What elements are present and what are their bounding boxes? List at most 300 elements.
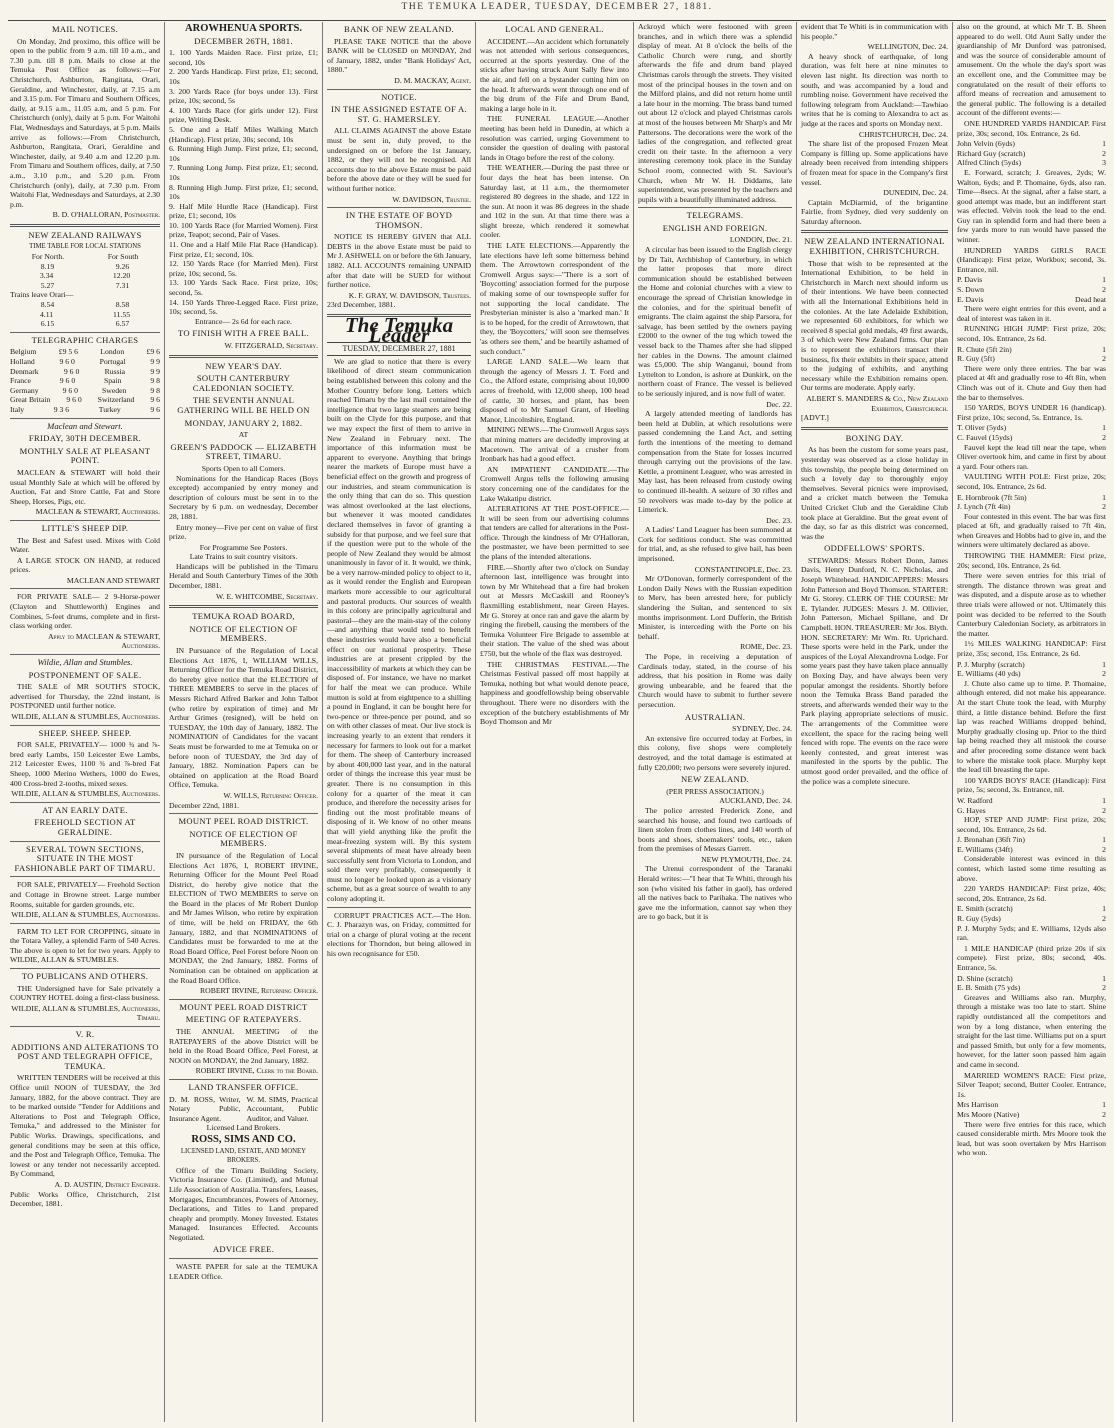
rail-time: 3.34 [39, 271, 54, 281]
boyd-estate-heading: IN THE ESTATE OF BOYD THOMSON. [345, 210, 453, 230]
gathering-date: MONDAY, JANUARY 2, 1882. [184, 417, 303, 428]
result-name: E. Williams (40 yds) [957, 669, 1021, 679]
programme-note: For Programme See Posters. [199, 542, 288, 552]
gathering-heading: THE SEVENTH ANNUAL GATHERING WILL BE HELD ON [177, 395, 310, 415]
telegram-body: Captain McDiarmid, of the brigantine Fairlie, from Sydney, died very suddenly on Saturday afternoon. [801, 197, 948, 226]
bank-signature: D. M. MACKAY, Agent. [394, 75, 471, 85]
event-note: Greaves and Williams also ran. Murphy, through a mistake was too late to start. Shine rapidly outdistanced all the competitors and won by a long distance, when entering the straight for the last time. Williams put on a spurt and passed Smith, but only for a few moments, however, for the latter soon passed him again and came in second. [957, 992, 1107, 1069]
telegram-body: Mr O'Donovan, formerly correspondent of the London Daily News with the Russian expedition to Merv, has been arrested here, for publicly slandering the Sultan, and sentenced to six months imprisonment. Lord Dufferin, the British Minister, is interceding with the Porte on his behalf. [638, 574, 792, 641]
tel-country: Turkey [98, 404, 121, 414]
result-place: 1 [1102, 973, 1106, 983]
rail-time: 5.27 [40, 280, 55, 290]
telegraph-row [10, 386, 160, 396]
result-place: 1 [1102, 1100, 1106, 1110]
local-general-heading: LOCAL AND GENERAL. [505, 24, 604, 34]
tel-country: Sweden [102, 385, 127, 395]
tel-charge: 9 8 [150, 385, 160, 395]
telegraph-table [10, 347, 160, 414]
sports-date: DECEMBER 26TH, 1881. [194, 35, 293, 46]
divider [169, 1258, 318, 1259]
sports-event: 12. 150 Yards Race (for Married Men). First prize, 10s; second, 5s. [169, 259, 318, 278]
result-row [957, 660, 1106, 670]
private-sale-apply: Apply to MACLEAN & STEWART, Auctioneers. [48, 631, 160, 651]
event-heading: MARRIED WOMEN'S RACE: First prize, Silver Teapot; second, Butter Cooler. Entrance, 1s. [957, 1070, 1106, 1099]
running-head-text: THE TEMUKA LEADER, TUESDAY, DECEMBER 27, 1881. [401, 2, 713, 12]
telegraph-row [10, 376, 160, 386]
result-name: E. Williams (34ft) [957, 844, 1013, 854]
divider [638, 207, 792, 208]
tel-charge: 9 9 [150, 357, 160, 366]
result-row [957, 433, 1106, 443]
caledonian-heading: SOUTH CANTERBURY CALEDONIAN SOCIETY. [192, 373, 295, 393]
rail-time: 8.54 [40, 300, 55, 310]
tel-country: France [10, 376, 31, 386]
result-place: 2 [1102, 148, 1106, 158]
dateline: TUESDAY, DECEMBER 27, 1881 [327, 342, 471, 356]
tel-country: Portugal [99, 357, 126, 366]
tel-charge: 9 3 6 [53, 404, 70, 414]
result-place: 2 [1102, 502, 1106, 512]
telegram-body: A largely attended meeting of landlords has been held at Dublin, at which resolutions were passed condemning the Land Act, and setting forth the intentions of the meeting to demand compensation from the State for losses incurred through carrying out the provisions of the law. Kettle, a prominent Leaguer, who was arrested in May last, has been released from custody owing to continued ill-health. A seizure of 30 rifles and 50 revolvers was made to-day by the police at Limerick. [638, 409, 792, 515]
ross-sims-body: Office of the Timaru Building Society, Victoria Insurance Co. (Limited), and Mutual Life Association of Australia. Transfers, Leases, Mortgages, Encumbrances, Powers of Attorney, Declarations, and Titles to Land prepared cheaply and promptly. Money Invested. Estates Managed. Insurances Effected. Accounts Negotiated. [169, 1165, 318, 1242]
town-sections-heading: SEVERAL TOWN SECTIONS, SITUATE IN THE MOST FASHIONABLE PART OF TIMARU. [14, 843, 156, 873]
sports-event: 2. 200 Yards Handicap. First prize, £1; second, 10s [169, 67, 318, 86]
licensed-brokers: Licensed Land Brokers. [206, 1123, 281, 1133]
estate-body: ALL CLAIMS AGAINST the above Estate must be sent in, duly proved, to the undersigned on or before the 1st January, 1882, or they will not be recognised. All accounts due to the above Estate must be paid before the above date or they will be sued for without further notice. [327, 126, 471, 193]
result-place: 1 [1102, 492, 1106, 502]
result-name: Richard Guy (scratch) [957, 148, 1026, 158]
event-note: Four contested in this event. The bar was first placed at 6ft, and gradually raised to 7ft 4in, when Greaves and Hobbs had to give in, and the winners were ultimately declared as above. [957, 511, 1107, 550]
publicans-signature: WILDIE, ALLAN & STUMBLES, Auctioneers, Timaru. [11, 1003, 160, 1023]
new-zealand-heading: NEW ZEALAND. [681, 774, 749, 785]
exhibition-body: Those that wish to be represented at the International Exhibition, to be held in Christchurch in March next should inform us of their intentions. We have been connected with all the International Exhibitions held in the colonies. At the late Adelaide Exhibition, we represented 60 exhibitors, for which we received 8 special gold medals, 49 first awards, 3 of which were New Zealand firms. Our plan is to represent the exhibitors transact their business, fix their exhibits in their space, attend to the judging of exhibits, and anything necessary while the Exhibition remains open. Our terms are moderate. Apply early. [801, 258, 948, 393]
tel-country: Spain [104, 376, 122, 386]
boyd-estate-signature: K. F. GRAY, W. DAVIDSON, Trustees. [348, 290, 471, 300]
ratepayers-heading: MEETING OF RATEPAYERS. [185, 1014, 302, 1025]
divider [10, 332, 160, 333]
news-paragraph: THE LATE ELECTIONS.—Apparently the late elections have left some bitterness behind them. The Arrowtown correspondent of the Cromwell Argus says:—"There is a sort of 'Boycotting' association formed for the purpose of making some of our townspeople suffer for not supporting the local candidate. The Presbyterian minister is also a 'marked man.' It is to be hoped, for the credit of Arrowtown, that they, the 'Boycotters,' will soon see themselves 'as others see them,' and be heartily ashamed of such conduct." [480, 241, 629, 356]
divider [10, 876, 160, 877]
wildie-signature: WILDIE, ALLAN & STUMBLES, Auctioneers. [11, 712, 160, 721]
result-name: D. Shine (scratch) [957, 973, 1013, 983]
result-place: Dead heat [1075, 294, 1106, 304]
tel-country: Great Britain [10, 395, 51, 405]
wildie-heading: Wildie, Allan and Stumbles. [37, 657, 133, 668]
result-name: C. Fauvel (15yds) [957, 432, 1013, 442]
telegraph-row [10, 395, 160, 405]
additions-heading: ADDITIONS AND ALTERATIONS TO POST AND TELEGRAPH OFFICE, TEMUKA. [11, 1041, 159, 1071]
event-heading: 220 YARDS HANDICAP: First prize, 40s; second, 20s. Entrance, 2s 6d. [957, 884, 1106, 903]
result-row [957, 914, 1106, 924]
sports-entrance: Entrance— 2s 6d for each race. [195, 316, 292, 326]
divider [169, 355, 318, 358]
result-row [957, 502, 1106, 512]
result-place: 2 [1102, 354, 1106, 364]
waste-paper: WASTE PAPER for sale at the TEMUKA LEADER Office. [169, 1262, 318, 1281]
result-name: E. Davis [957, 294, 984, 304]
rail-time: 6.57 [115, 319, 130, 329]
sports-event: 13. 100 Yards Sack Race. First prize, 10s; second, 5s. [169, 278, 318, 298]
wildie-signature: WILDIE, ALLAN & STUMBLES, Auctioneers. [11, 789, 160, 799]
result-name: John Velvin (6yds) [957, 139, 1015, 149]
news-paragraph: THE WEATHER.—During the past three or four days the heat has been intense. On Saturday last, at 11 a.m., the thermometer registered 80 degrees in the shade, and 122 in the sun. At noon it was 86 degrees in the shade and 102 in the sun. At that time there was a slight breeze, which rendered it somewhat cooler. [480, 163, 629, 240]
event-note: Fauvel kept the lead till near the tape, when Oliver overtook him, and came in first by about a yard. Four others ran. [957, 442, 1106, 471]
additions-office: Public Works Office, Christchurch, 21st December, 1881. [10, 1189, 160, 1209]
tel-charge: 9 6 0 [62, 385, 78, 395]
rail-time: 7.31 [115, 280, 130, 290]
result-name: Mrs Moore (Native) [957, 1109, 1020, 1119]
monthly-sale-heading: MONTHLY SALE AT PLEASANT POINT. [19, 445, 151, 466]
advice-free: ADVICE FREE. [212, 1244, 275, 1255]
result-row [957, 295, 1106, 305]
publicans-heading: TO PUBLICANS AND OTHERS. [21, 971, 149, 982]
event-note: There were seven entries for this trial of strength. The distance thrown was great and was disputed, and a dispute arose as to whether three trials were allowed or not. Ultimately this point was decided to be referred to the South Canterbury Caledonian Society, as arbitrators in the matter. [957, 571, 1106, 638]
new-year-heading: NEW YEAR'S DAY. [205, 360, 282, 371]
result-place: 2 [1102, 844, 1106, 854]
result-row [957, 275, 1106, 285]
result-name: W. Radford [957, 795, 993, 805]
result-place: 2 [1102, 669, 1106, 679]
divider [10, 418, 160, 419]
column-1 [6, 22, 164, 1422]
result-place: 3 [1102, 158, 1106, 168]
tel-charge: £9 6 [146, 347, 160, 357]
boyd-estate-body: NOTICE IS HEREBY GIVEN that ALL DEBTS in the above Estate must be paid to Mr J. ASHWELL on or before the 6th January, 1882. ALL ACCOUNTS remaining UNPAID after that date will be SUED for without further notice. [327, 232, 471, 290]
rail-row [10, 319, 160, 329]
telegraph-row [10, 405, 160, 415]
news-paragraph: FIRE.—Shortly after two o'clock on Sunday afternoon last, intelligence was brought into town by Mr Whitehead that a fire had broken out at Messrs McCaskill and Rooney's flaxmilling establishment, near Green Hayes. Mr G. Storey at once ran and gave the alarm by ringing the firebell, causing the members of the Temuka Volunteer Fire Brigade to assemble at their station. The value of the shed was about £750, but the whole of the flax was destroyed. [480, 562, 629, 658]
dateline-constantinople: CONSTANTINOPLE, Dec. 23. [694, 564, 792, 574]
bank-heading: BANK OF NEW ZEALAND. [344, 24, 454, 34]
editorial-body: We are glad to notice that there is every likelihood of direct steam communication being established between this colony and the Mother Country before long. Letters which reached Timaru by the last mail contained the intelligence that two large steamers are being built on the Clyde for this purpose, and that we may expect the first of them to arrive in New Zealand in February next. The importance of this information must be apparent to everyone. Anything that brings nearer the markets of Europe must have a beneficial effect on the growth and progress of our industries, and steam communication is the only thing that can do so. This question was almost overlooked at the last elections, but whenever it was mooted candidates declared themselves in favor of granting a subsidy for that purpose, and we feel sure that if the question were put to the whole of the people of New Zealand they would be almost unanimously in favor of it. It would, we think, be a very narrow-minded policy to object to it, as it would render the English and European markets more accessible to our agricultural and pastoral products. Our sources of wealth in this colony are principally agricultural and pastoral—they are the main-stay of the colony—and anything that would tend to benefit these industries would have also a beneficial effect on our national prosperity. These industries are at present crippled by the inaccessibility of markets at which they can be disposed of. For instance, we have no market for half the meat we can produce. While mutton is sold at from eightpence to a shilling a pound in England, it can be bought here for two-pence or three-pence per pound, and so on with other classes of meat. Our live stock is increasing yearly to an extent that renders it necessary for farmers to look out for a market for them. The sheep of Canterbury increased by about 400,000 last year, and in the natural order of things the increase this year must be greater. There is no consumption in this colony for a quarter of the meat it can produce, and therefore the necessity arises for finding out the most profitable means of disposing of it. We know of no other means that will yield anything like the profit the meat-freezing system will. By this system several shipments of meat have already been successfully sent from Victoria to London, and sold there very profitably, consequently it must no longer be looked upon as a visionary scheme, but as a great source of wealth to any colony adopting it. [327, 356, 471, 904]
tel-country: Germany [10, 385, 39, 395]
result-name: E. Smith (scratch) [957, 904, 1013, 914]
tel-country: London [100, 347, 125, 357]
ratepayers-signature: ROBERT IRVINE, Clerk to the Board. [195, 1066, 318, 1076]
mount-peel-heading: MOUNT PEEL ROAD DISTRICT. [178, 816, 309, 827]
road-board-heading: TEMUKA ROAD BOARD, [192, 611, 295, 622]
oddfellows-body: STEWARDS: Messrs Robert Donn, James Davis, Henry Dunford, N. C. Nicholas, and Joseph Whitehead. HANDICAPPERS: Messrs John Patterson and Boyd Thomson. STARTER: Mr G. Storey. CLERK OF THE COURSE: Mr E. Tylander. JUDGES: Messrs J. M. Ollivier, John Patterson, Michael Spillane, and Dr Campbell. HON. TREASURER: Mr Jos. Blyth. HON. SECRETARY: Mr Wm. Rt. Uprichard. These sports were held in the Park, under the auspices of the Loyal Alexandrovna Lodge. For some years past they have taken place annually on Boxing Day, and have always been very popular amongst the residents. Shortly before noon the Temuka Brass Band paraded the streets, and afterwards wended their way to the Park playing appropriate selections of music. The arrangements of the Committee were excellent, the space for the racing being well fenced with rope. The events on the race were keenly contested, and great interest was manifested in the sports by the public. The utmost good order prevailed, and the office of the police was a complete sinecure. [801, 555, 948, 786]
rail-time: 8.58 [115, 300, 130, 310]
news-paragraph: THE FUNERAL LEAGUE.—Another meeting has been held in Dunedin, at which a resolution was carried, urging Government to consider the question of dealing with pastoral lands in Otago before the rest of the colony. [480, 114, 629, 162]
friday-heading: FRIDAY, 30TH DECEMBER. [28, 433, 142, 444]
english-foreign-heading: ENGLISH AND FOREIGN. [662, 222, 768, 233]
result-place: 1 [1102, 344, 1106, 354]
running-head-rule [8, 20, 1106, 21]
sports-signature: W. FITZGERALD, Secretary. [224, 341, 318, 350]
divider [10, 520, 160, 521]
divider [327, 89, 471, 90]
sports-heading: AROWHENUA SPORTS. [185, 23, 302, 34]
festival-continued: Ackroyd which were festooned with green branches, and in which there was a splendid display of meat. At 8 o'clock the bells of the Catholic Church were rung, and shortly afterwards the fife and drum band played Christmas carols through the streets. They visited most of the principal houses in the town and on the Milford plains, and did not return home until a late hour in the morning. The brass band turned out about 12 o'clock and played Christmas carols at most of the houses between Mr Sharp's and Mr Pattersons. The decorations were the work of the ladies of the congregation, and reflected great credit on their taste. In the afternoon a very interesting ceremony took place in the Sunday School room, connected with St. Saviour's Church, when Mr W. H. Diddams, late superintendent, was presented by the teachers and pupils with a beautifully illuminated address. [638, 22, 792, 204]
nominations-body: Nominations for the Handicap Races (Boys excepted) accompanied by entry money and description of colours must be sent in to the Secretary by 6 p.m. on wednesday, December 28, 1881. [169, 473, 318, 521]
telegram-body: The share list of the proposed Frozen Meat Company is filling up. Some applications have already been received from intending shippers of frozen meat for space in the Company's first vessel. [801, 139, 948, 187]
news-paragraph: MINING NEWS.—The Cromwell Argus says that mining matters are decidedly improving at Macetown. The arrival of a crusher from Ironbark has had a good effect. [480, 425, 629, 464]
result-row [957, 835, 1106, 845]
running-head [0, 2, 1114, 16]
tel-country: Holland [10, 357, 35, 366]
telegraph-row [10, 357, 160, 367]
result-name: R. Guy (5ft) [957, 354, 995, 364]
result-row [957, 139, 1106, 149]
event-heading: VAULTING WITH POLE: First prize, 20s; second, 10s. Entrance, 2s 6d. [957, 472, 1106, 491]
tel-country: Italy [10, 404, 25, 414]
ratepayers-body: THE ANNUAL MEETING of the RATEPAYERS of the above District will be held in the Road Board Office, Peel Forest, at NOON on MONDAY, the 2nd January, 1882. [169, 1027, 318, 1065]
dateline-dunedin: DUNEDIN, Dec. 24. [883, 188, 948, 198]
land-transfer-heading: LAND TRANSFER OFFICE. [188, 1081, 299, 1092]
sports-event: 6. Running High Jump. First prize, £1; second, 10s [169, 144, 318, 163]
large-stock-signature: MACLEAN AND STEWART [66, 575, 160, 585]
additions-body: WRITTEN TENDERS will be received at this Office until NOON of TUESDAY, the 3rd January, 1882, for the above contract. They are to be marked outside "Tender for Additions and Alterations to Post and Telegraph Office, Temuka," and addressed to the Minister for Public Works. Drawings, specifications, and general conditions may be seen at this office, and the Post and Telegraph Office, Temuka. The lowest or any tender not necessarily accepted. By Command, [10, 1073, 160, 1179]
column-2 [164, 22, 322, 1422]
divider [169, 605, 318, 608]
dateline-rome: ROME, Dec. 23. [740, 642, 792, 652]
divider [10, 802, 160, 803]
tel-charge: 9 6 0 [59, 376, 76, 386]
result-name: S. Down [957, 285, 984, 295]
maclean-heading: Maclean and Stewart. [47, 420, 123, 431]
rail-south-head: For South [107, 252, 139, 262]
news-paragraph: ACCIDENT.—An accident which fortunately was not attended with serious consequences, occurred at the sports yesterday. One of the sticks after having struck Aunt Sally flew into the air, and fell on a bystander cutting him on the head. It afterwards went through one end of the big drum of the Fife and Drum Band, making a large hole in it. [480, 36, 629, 113]
telegram-body: The Pope, in receiving a deputation of Cardinals today, stated, in the course of his address, that his position in Rome was daily growing unbearable, and he feared that the Church would have to submit to further severe persecution. [638, 652, 792, 709]
tel-country: Switzerland [97, 395, 135, 405]
result-place: 1 [1102, 835, 1106, 845]
divider [327, 907, 471, 908]
result-row [957, 974, 1106, 984]
postponement-heading: POSTPONEMENT OF SALE. [28, 669, 142, 680]
ross-sims-heading: ROSS, SIMS AND CO. [191, 1133, 296, 1145]
maclean-signature: MACLEAN & STEWART, Auctioneers. [35, 507, 160, 517]
australian-heading: AUSTRALIAN. [684, 711, 746, 722]
dateline-dec23: Dec. 23. [766, 515, 792, 525]
wildie-signature: WILDIE, ALLAN & STUMBLES, Auctioneers. [11, 910, 160, 920]
result-row [957, 845, 1106, 855]
divider [10, 841, 160, 842]
result-row [957, 149, 1106, 159]
telegram-body: An extensive fire occurred today at Forbes, in this colony, five shops were completely destroyed, and the total damage is estimated at fully £20,000; two persons were severely injured. [638, 733, 792, 772]
event-heading: HUNDRED YARDS GIRLS RACE (Handicap): First prize, Workbox; second, 3s. Entrance, nil. [957, 245, 1106, 274]
divider [10, 654, 160, 655]
sheep-heading: SHEEP. SHEEP. SHEEP. [38, 727, 132, 738]
mount-peel-heading-2: MOUNT PEEL ROAD DISTRICT [179, 1001, 308, 1012]
divider [10, 588, 160, 589]
dateline-london: LONDON, Dec. 21. [729, 235, 792, 245]
telegraph-row [10, 367, 160, 377]
land-transfer-names [169, 1095, 318, 1124]
free-ball-heading: TO FINISH WITH A FREE BALL. [178, 328, 309, 339]
corrupt-practices: CORRUPT PRACTICES ACT.—The Hon. C. J. Pharazyn was, on Friday, committed for trial on a charge of plural voting at the recent elections for Thorndon, but being allowed in his own recognisance for £50. [327, 910, 471, 959]
railways-subheading: TIME TABLE FOR LOCAL STATIONS [29, 243, 141, 251]
result-name: R. Chute (5ft 2in) [957, 344, 1012, 354]
sports-event: 3. 200 Yards Race (for boys under 13). First prize, 10s; second, 5s [169, 86, 318, 106]
sports-open: Sports Open to all Comers. [201, 463, 286, 473]
result-place: 2 [1102, 914, 1106, 924]
rail-time: 4.11 [39, 309, 54, 319]
result-place: 2 [1102, 432, 1106, 442]
sheep-body: FOR SALE, PRIVATELY— 1000 ¾ and ⅞-bred early Lambs, 150 Leicester Ewe Lambs, 212 Leicester Ewes, 1100 ¾ and ⅞-bred Fat Sheep, 1000 Merino Wethers, 1000 do Ewes, 400 Cross-bred 2-tooths, mixed sexes. [10, 740, 160, 788]
road-board-date: December 22nd, 1881. [169, 800, 240, 810]
result-row [957, 158, 1106, 168]
result-name: Mrs Harrison [957, 1100, 999, 1110]
result-row [957, 493, 1106, 503]
event-heading: HOP, STEP AND JUMP: First prize, 20s; second, 10s. Entrance, 2s 6d. [957, 815, 1106, 834]
rail-orari-label: Trains leave Orari— [10, 290, 74, 300]
rail-row [10, 281, 160, 291]
mail-notices-body: On Monday, 2nd proximo, this office will be open to the public from 9 a.m. till 10 a.m., and 7.30 p.m. till 8 p.m. Mails to close at the Temuka Post Office as follows:—For Christchurch, Ashburton, Rangitata, Orari, Geraldine, and Winchester, daily, at 7.15 a.m and 3.15 p.m. For Timaru and Southern Offices, daily, at 9.15 a.m., 11.05 a.m, and 5 p.m. For Christchurch (only), daily at 5 p.m. For Waitohi Flat, Wednesdays and Saturdays, at 5 p.m. Mails arrive as follows:—From Christchurch, Ashburton, Rangitata, Orari, Geraldine and Winchester, daily, at 9.40 a.m and 12.20 p.m. From Timaru and Southern offices, daily, at 7.50 a.m., 3.10 p.m., and 5.20 p.m. From Christchurch (only), daily, at 7.30 p.m. From Waitohi Flat, Wednesdays and Saturdays, at 2.30 p.m. [10, 36, 160, 209]
telegram-continued: evident that Te Whiti is in communication with his people." [801, 22, 948, 41]
result-note: P. J. Murphy 5yds; and E. Williams, 12yds also ran. [957, 923, 1106, 943]
private-sale-body: FOR PRIVATE SALE— 2 9-Horse-power (Clayton and Shuttleworth) Engines and Combines, 5-feet drums, complete and in first-class working order. [10, 592, 160, 631]
divider [10, 224, 160, 227]
handicaps-note: Handicaps will be published in the Timaru Herald and South Canterbury Times of the 30th December, 1881. [169, 561, 318, 591]
result-place: 2 [1102, 983, 1106, 993]
road-board-body: IN Pursuance of the Regulation of Local Elections Act 1876, I, WILLIAM WILLS, Returning Officer for the Temuka Road District, do hereby give notice that the ELECTION of THREE MEMBERS to serve in the places of Messrs Richard Alfred Barker and John Talbot (who retire by expiration of time) and Mr Arthur Grimes (resigned), will be held on TUESDAY, the 10th day of January, 1882. The NOMINATION of Candidates for the vacant Seats must be forwarded to me at Temuka on or before noon of TUESDAY, the 3rd day of January, 1882. Nomination Papers can be obtained on application at the Road Board Office, Temuka. [169, 646, 318, 790]
column-4 [475, 22, 633, 1422]
sports-event: 4. 100 Yards Race (for girls under 12). First prize, Writing Desk. [169, 105, 318, 125]
news-paragraph: ALTERATIONS AT THE POST-OFFICE.—It will be seen from our advertising columns that tenders are called for alterations in the Post-office. Through the kindness of Mr O'Halloran, the postmaster, we have been permitted to see the plans of the intended alterations. [480, 504, 629, 562]
oddfellows-heading: ODDFELLOWS' SPORTS. [824, 543, 925, 554]
result-row [957, 1110, 1106, 1120]
news-paragraph: LARGE LAND SALE.—We learn that through the agency of Messrs J. T. Ford and Co., the Alford estate, comprising about 10,000 acres of freehold, with 12,000 sheep, 100 head of cattle, 30 horses, and plant, has been disposed of to Mr Samuel Grant, of Heeling Manor, Lincolnshire, England. [480, 357, 629, 424]
bank-body: PLEASE TAKE NOTICE that the above BANK will be CLOSED on MONDAY, 2nd of January, 1882, under "Bank Holidays' Act, 1880." [327, 36, 471, 75]
result-name: R. Guy (5yds) [957, 914, 1001, 924]
sports-event: 5. One and a Half Miles Walking Match (Handicap). First prize, 30s; second, 10s [169, 124, 318, 144]
news-paragraph: AN IMPATIENT CANDIDATE.—The Cromwell Argus tells the following amusing story concerning one of the candidates for the Lake Wakatipu district. [480, 464, 629, 503]
estate-heading: IN THE ASSIGNED ESTATE OF A. ST. G. HAMERSLEY. [331, 104, 467, 124]
cottage-body: FOR SALE, PRIVATELY— Freehold Section and Cottage in Browne street. Large number Rooms, suitable for garden grounds, etc. [10, 880, 160, 909]
tel-charge: 9 6 [150, 404, 160, 414]
divider [10, 968, 160, 969]
tel-charge: 9 6 0 [63, 366, 80, 376]
event-note: There were only three entries. The bar was placed at 4ft and gradually rose to 4ft 8in, when Clinch was out of it. Chute and Guy then had the bar to themselves. [957, 363, 1106, 402]
event-heading: 1 MILE HANDICAP (third prize 20s if six compete). First prize, 80s; second, 40s. Entrance, 5s. [957, 943, 1106, 972]
sims-card: W. M. SIMS, Practical Accountant, Public Auditor, and Valuer. [246, 1094, 318, 1123]
sports-event: 7. Running Long Jump. First prize, £1; second, 10s [169, 163, 318, 182]
rail-time: 9.26 [115, 261, 130, 271]
result-name: E. Hornbrook (7ft 5in) [957, 492, 1027, 502]
result-row [957, 354, 1106, 364]
event-heading: RUNNING HIGH JUMP: First prize, 20s; second, 10s. Entrance, 2s 6d. [957, 324, 1106, 343]
tel-country: Belgium [10, 347, 37, 357]
rail-row [10, 300, 160, 310]
dateline-new-plymouth: NEW PLYMOUTH, Dec. 24. [701, 854, 792, 864]
telegram-body: The Urenui correspondent of the Taranaki Herald writes:—"I hear that Te Whiti, through his son (who visited his father in gaol), has ordered all the natives back to Parihaka. The natives who gave me the information, cannot say when they are to go back, but it is [638, 864, 792, 922]
boxing-day-heading: BOXING DAY. [845, 432, 904, 443]
result-name: P. J. Murphy (scratch) [957, 659, 1025, 669]
result-name: G. Hayes [957, 805, 986, 815]
event-note: There were eight entries for this event, and a deal of interest was taken in it. [957, 304, 1106, 323]
divider [801, 427, 948, 430]
event-note: Considerable interest was evinced in this contest, which lasted some time resulting as above. [957, 854, 1106, 883]
news-paragraph: THE CHRISTMAS FESTIVAL.—The Christmas Festival passed off most happily at Temuka, nothing but what would denote peace, happiness and goodfellowship being observable throughout. There were no disorders with the exception of the butchery establishments of Mr Boyd Thomson and Mr [480, 659, 629, 727]
at-label: AT [238, 430, 249, 440]
railways-table-head [10, 252, 160, 262]
tel-charge: 9 9 [150, 366, 160, 376]
early-date-heading: AT AN EARLY DATE. [42, 804, 128, 815]
event-note: J. Chute also came up to time. P. Thomaine, although entered, did not make his appearance. At the start Chute took the lead, with Murphy third, a little distance behind. Before the first lap was reached Williams dropped behind, Murphy gradually closing up. Prior to the third lap being reached they all mistook the course and after proceeding some distance went back to where the mistake took place. Murphy kept the lead till breasting the tape. [957, 678, 1106, 775]
sports-continued: also on the ground, at which Mr T. B. Sheen appeared to do well. Old Aunt Sally under the guardianship of Mr Dunford was patronised, and was the source of considerable amount of amusement. On the whole the day's sport was an excellent one, and the Committee may be congratulated on the result of their efforts to afford means of recreation and amusement to the general public. The following is a detailed account of the different events:— [957, 22, 1106, 118]
result-name: J. Lynch (7ft 4in) [957, 502, 1011, 512]
event-heading: 100 YARDS BOYS' RACE (Handicap): First prize, 5s; second, 3s. Entrance, nil. [957, 775, 1106, 795]
dateline-sydney: SYDNEY, Dec. 24. [732, 724, 792, 734]
tel-country: Denmark [10, 366, 39, 376]
event-note: There were five entries for this race, which caused considerable mirth. Mrs Moore took the lead, but was soon overtaken by Mrs Harrison who won. [957, 1119, 1106, 1158]
farm-body: FARM TO LET FOR CROPPING, situate in the Totara Valley, a splendid Farm of 540 Acres. The above is open to let for two years. Apply to WILDIE, ALLAN & STUMBLES. [10, 926, 160, 965]
dateline-dec22: Dec. 22. [766, 399, 792, 409]
exhibition-heading: NEW ZEALAND INTERNATIONAL EXHIBITION, CHRISTCHURCH. [804, 236, 945, 257]
mail-notices-signature: B. D. O'HALLORAN, Postmaster. [52, 210, 160, 220]
royal-cipher: V. R. [75, 1029, 95, 1040]
result-place: 2 [1102, 805, 1106, 815]
result-place: 2 [1102, 285, 1106, 295]
result-row [957, 796, 1106, 806]
late-trains-note: Late Trains to suit country visitors. [189, 552, 298, 562]
divider [10, 923, 160, 924]
railways-heading: NEW ZEALAND RAILWAYS [28, 229, 142, 240]
sports-event: 1. 100 Yards Maiden Race. First prize, £1; second, 10s [169, 48, 318, 67]
result-place: 1 [1102, 275, 1106, 285]
exhibition-signature: ALBERT S. MANDERS & Co., New Zealand Exhibition, Christchurch. [806, 393, 948, 413]
rail-row [10, 310, 160, 320]
publicans-body: THE Undersigned have for Sale privately a COUNTRY HOTEL doing a first-class business. [10, 983, 160, 1003]
ross-sims-subheading: LICENSED LAND, ESTATE, AND MONEY BROKERS. [180, 1147, 307, 1165]
entry-money: Entry money—Five per cent on value of first prize. [169, 522, 318, 542]
result-name: J. Bronahan (36ft 7in) [957, 835, 1025, 845]
telegraph-row [10, 347, 160, 357]
result-name: P. Davis [957, 275, 983, 285]
tel-charge: 9 8 [150, 376, 160, 386]
divider [169, 813, 318, 814]
tel-charge: 9 6 [150, 395, 160, 405]
column-7 [952, 22, 1110, 1422]
sheep-dip-heading: LITTLE'S SHEEP DIP. [41, 522, 129, 533]
result-name: Alfred Clinch (5yds) [957, 158, 1022, 168]
result-place: 1 [1102, 139, 1106, 149]
result-place: 2 [1102, 1109, 1106, 1119]
sports-event: 11. One and a Half Mile Flat Race (Handicap). First prize, £1; second, 10s. [169, 240, 318, 259]
rail-time: 6.15 [40, 319, 55, 329]
telegram-body: A heavy shock of earthquake, of long duration, was felt here at nine minutes to eleven last night. Its direction was north to south, and was accompanied by a loud and rumbling noise. Government have received the following telegram from Auckland:—Tawhiao writes that he is coming to Alexandra to act as judge at the races and sports on Monday next. [801, 51, 948, 128]
ross-card: D. M. ROSS, Writer, Notary Public, Insurance Agent. [169, 1094, 241, 1123]
event-note: E. Forward, scratch; J. Greaves, 2yds; W. Walton, 6yds; and P. Thomaine, 6yds, also ran. Time—8secs. At the signal, after a false start, a good attempt was made, but an indifferent start was effected. Velvin took the lead to the end. Guy ran in splendid form and had there been a few yards more to run would have passed the winner. [957, 167, 1106, 245]
result-row [957, 983, 1106, 993]
result-name: E. B. Smith (75 yds) [957, 983, 1021, 993]
telegram-body: A Ladies' Land Leaguer has been summoned at Cork for seditious conduct. She was committed for trial, and, as she refused to give bail, has been imprisoned. [638, 525, 792, 564]
rail-time: 12.20 [112, 271, 131, 281]
sheep-dip-body: The Best and Safest used. Mixes with Cold Water. [10, 535, 160, 555]
tel-country: Russia [104, 366, 126, 376]
mount-peel-body: IN pursuance of the Regulation of Local Elections Act 1876, I, ROBERT IRVINE, Returning Officer for the Mount Peel Road District, do hereby give notice that the ELECTION of TWO MEMBERS to serve on the Board in the places of Mr Robert Dunlop and Mr James Wilson, who retire by expiration of time, will be held on FRIDAY, the 6th January, 1882, and that NOMINATIONS of Candidates must be forwarded to me at the Road Board Office, Peel Forest before Noon on MONDAY, the 2nd January, 1882. Forms of Nomination can be obtained on application at the Road Board Office. [169, 850, 318, 985]
freehold-heading: FREEHOLD SECTION AT GERALDINE. [34, 817, 136, 837]
boxing-day-body: As has been the custom for some years past, yesterday was observed as a close holiday in this township, the people being determined on such a lovely day to thoroughly enjoy themselves. Several picnics were improvised, and a cricket match between the Temuka United Cricket Club and the Geraldine Club took place at Geraldine. But the great event of the day, so far as this district was concerned, was the [801, 445, 948, 541]
dateline-wellington: WELLINGTON, Dec. 24. [867, 42, 948, 52]
estate-signature: W. DAVIDSON, Trustee. [392, 194, 471, 204]
result-name: T. Oliver (5yds) [957, 423, 1007, 433]
rail-time: 8.19 [40, 261, 55, 271]
column-3 [322, 22, 475, 1422]
tel-charge: 9 6 0 [59, 357, 75, 366]
rail-row [10, 271, 160, 281]
tel-charge: 9 6 0 [66, 395, 82, 405]
result-place: 1 [1102, 795, 1106, 805]
event-heading: THROWING THE HAMMER: First prize, 20s; second, 10s. Entrance, 2s 6d. [957, 551, 1106, 570]
notice-heading: NOTICE. [381, 91, 417, 102]
mail-notices-heading: MAIL NOTICES. [51, 24, 119, 34]
result-row [957, 285, 1106, 295]
event-heading: 150 YARDS, BOYS UNDER 16 (handicap). First prize, 10s; second, 5s. Entrance, 1s. [957, 403, 1106, 422]
paddock-heading: GREEN'S PADDOCK — ELIZABETH STREET, TIMARU. [170, 441, 317, 462]
telegram-body: A circular has been issued to the English clergy by Dr Tait, Archbishop of Canterbury, in which the latter proposes that more direct communication should be established between the Home and colonial churches with a view to encourage the spread of Christian knowledge in the colonies, and for the spiritual benefit of emigrants. The claim against the ship Parsora, for salvage, has been settled by the owners paying £2000 to the owner of the tug which towed the vessel back to the Thames after she had slipped her cables in the Downs. The amount claimed was £5,000. The ship Wanganui, bound from Lyttelton to London, is ashore at Dunkirk, on the northern coast of France. The vessel is believed to be seriously injured, and is now full of water. [638, 245, 792, 398]
